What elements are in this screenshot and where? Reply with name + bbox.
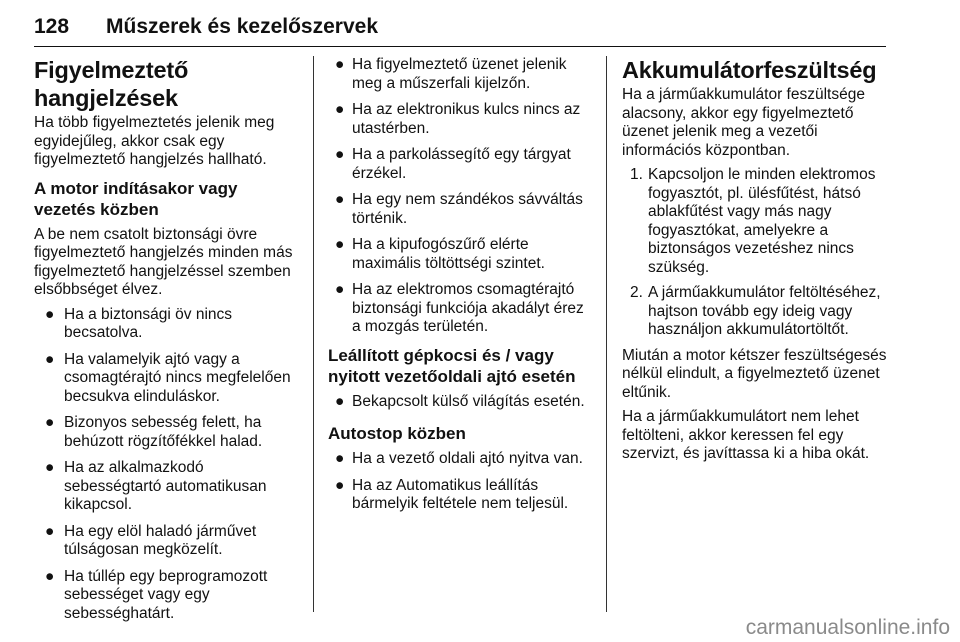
list-item: ● Ha a parkolássegítő egy tárgyat érzékel. [335, 146, 571, 182]
page-number: 128 [34, 15, 70, 38]
watermark: carmanualsonline.info [745, 616, 950, 639]
list-item: ● Ha a biztonsági öv nincs becsatolva. [45, 305, 233, 341]
paragraph: A be nem csatolt biztonsági övre figyelmeztető hangjelzés minden más figyelmeztető hangjelzéssel szemben elsőbbséget élvez. [34, 225, 293, 298]
bullet-icon: ● [45, 567, 55, 585]
running-title: Műszerek és kezelőszervek [106, 15, 379, 38]
paragraph: Ha a járműakkumulátort nem lehet feltölteni, akkor keressen fel egy szervizt, és javíttassa ki a hiba okát. [622, 408, 870, 462]
bullet-icon: ● [45, 459, 55, 476]
list-item: ● Ha az alkalmazkodó sebességtartó automatikusan kikapcsol. [45, 459, 267, 513]
list-item: ● Ha az elektromos csomagtérajtó biztonsági funkciója akadályt érez a mozgás területén. [335, 281, 584, 335]
step-number: 1. [630, 166, 643, 183]
page-header [34, 8, 886, 47]
bullet-icon: ● [45, 350, 55, 368]
list-item: ● Ha egy nem szándékos sávváltás történik. [335, 191, 583, 227]
intro-paragraph: Ha több figyelmeztetés jelenik meg egyidejűleg, akkor csak egy figyelmeztető hangjelzés hallható. [34, 114, 275, 168]
list-item: ● Ha a kipufogószűrő elérte maximális töltöttségi szintet. [335, 236, 545, 272]
intro-paragraph: Ha a járműakkumulátor feszültsége alacsony, akkor egy figyelmeztető üzenet jelenik meg a vezetői információs központban. [622, 86, 865, 159]
bullet-icon: ● [335, 476, 345, 494]
list-item: ● Ha az elektronikus kulcs nincs az utastérben. [335, 101, 581, 137]
bullet-icon: ● [335, 191, 345, 208]
bullet-icon: ● [335, 56, 345, 73]
bullet-list [328, 56, 596, 337]
column-divider [606, 56, 607, 612]
bullet-icon: ● [335, 146, 345, 163]
bullet-list [328, 393, 596, 412]
numbered-list [622, 166, 890, 340]
bullet-icon: ● [45, 414, 55, 431]
bullet-list [328, 450, 596, 514]
bullet-icon: ● [335, 450, 345, 467]
bullet-icon: ● [335, 236, 345, 253]
subheading-autostop: Autostop közben [328, 424, 466, 443]
bullet-icon: ● [335, 281, 345, 298]
bullet-icon: ● [45, 305, 55, 323]
list-item: ● Ha a vezető oldali ajtó nyitva van. [335, 450, 583, 467]
list-item: ● Ha túllép egy beprogramozott sebességet vagy egy sebességhatárt. [45, 567, 268, 622]
bullet-list [34, 306, 302, 624]
list-item: 2. A járműakkumulátor feltöltéséhez, hajtson tovább egy ideig vagy használjon akkumulátortöltőt. [630, 284, 881, 338]
step-number: 2. [630, 284, 643, 301]
list-item: ● Ha egy elöl haladó járművet túlságosan megközelít. [45, 522, 257, 558]
paragraph: Miután a motor kétszer feszültségesés nélkül elindult, a figyelmeztető üzenet eltűnik. [622, 346, 887, 401]
column-1 [34, 56, 302, 622]
subheading-parked-vehicle: Leállított gépkocsi és / vagy nyitott vezetőoldali ajtó esetén [328, 345, 576, 386]
list-item: ● Ha figyelmeztető üzenet jelenik meg a műszerfali kijelzőn. [335, 56, 567, 92]
bullet-icon: ● [45, 522, 55, 540]
subheading-engine-start: A motor indításakor vagy vezetés közben [34, 178, 238, 219]
section-heading-warning-chimes: Figyelmeztető hangjelzések [34, 57, 189, 111]
list-item: ● Ha az Automatikus leállítás bármelyik feltétele nem teljesül. [335, 476, 569, 512]
list-item: ● Bekapcsolt külső világítás esetén. [335, 392, 585, 410]
list-item: ● Bizonyos sebesség felett, ha behúzott rögzítőfékkel halad. [45, 414, 263, 450]
list-item: ● Ha valamelyik ajtó vagy a csomagtérajtó nincs megfelelően becsukva elinduláskor. [45, 350, 291, 405]
list-item: 1. Kapcsoljon le minden elektromos fogyasztót, pl. ülésfűtést, hátsó ablakfűtést vagy más nagy fogyasztókat, amelyekre a biztonságos vezetéshez nincs szükség. [630, 166, 876, 276]
column-divider [313, 56, 314, 612]
column-2 [328, 56, 596, 616]
column-3 [622, 56, 890, 616]
section-heading-battery-voltage: Akkumulátorfeszültség [622, 57, 877, 83]
bullet-icon: ● [335, 101, 345, 118]
bullet-icon: ● [335, 392, 345, 410]
